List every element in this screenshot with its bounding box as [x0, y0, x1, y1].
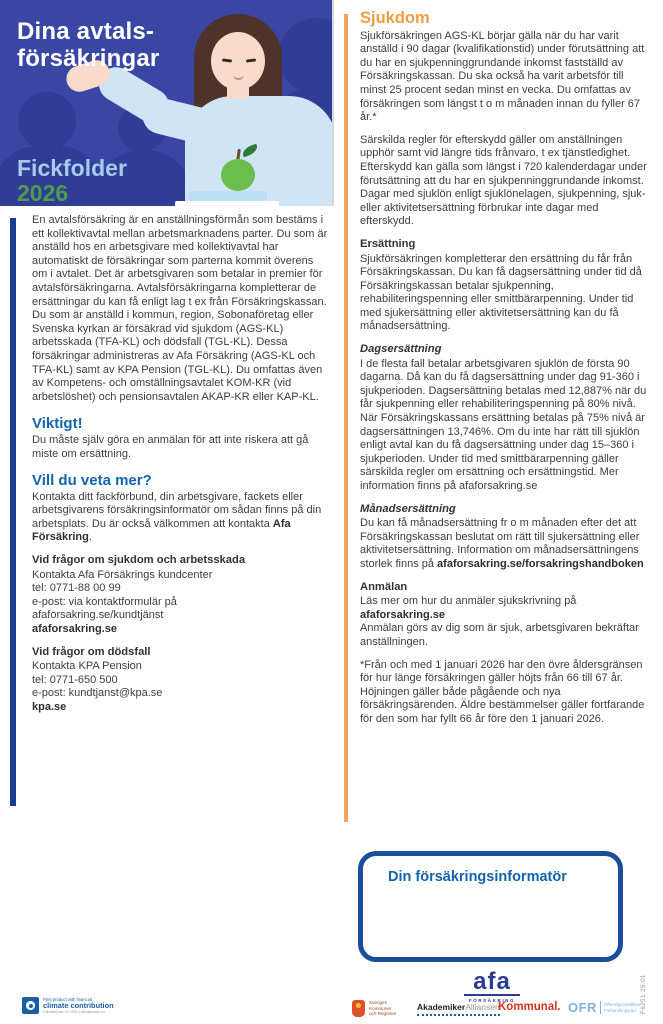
- contact-line: Kontakta KPA Pension: [32, 660, 142, 673]
- viktigt-paragraph: Du måste själv göra en anmälan för att inte riskera att gå miste om ersättning.: [32, 433, 309, 460]
- informer-box-title: Din försäkringsinformatör: [388, 869, 567, 885]
- page-title-line2: försäkringar: [17, 45, 160, 72]
- more-paragraph: [32, 491, 328, 545]
- link-afaforsakring[interactable]: afaforsakring.se: [360, 608, 445, 621]
- phone-number: tel: 0771-650 500: [32, 673, 118, 686]
- climate-line-1: Print product with financial: [43, 997, 92, 1002]
- sjukdom-paragraph-2: Särskilda regler för efterskydd gäller om anställningen upphör samt vid längre tids frånvaro, t ex tjänstledighet. Efterskydd kan gälla som längst i 720 kalenderdagar under förutsättning att du har en sjukpenninggrundande inkomst. Dagar med sjuklön enligt sjuklönelagen, sjukpenning, sjuk- eller aktivitetsersättning förbrukar inte dagar med efterskydd.: [360, 133, 647, 228]
- manadsersattning-text: Du kan få månadsersättning fr o m månaden efter det att Försäkringskassan beslutat om rätt till sjukersättning eller aktivitetsersättning. Information om månadsersättningens storlek finns på: [360, 517, 640, 570]
- anmalan-text-2: Anmälan görs av dig som är sjuk, arbetsgivaren bekräftar anställningen.: [360, 622, 639, 648]
- heading-contact-sickness: Vid frågor om sjukdom och arbetsskada: [32, 554, 246, 567]
- kommunal-logo: Kommunal.: [498, 1001, 561, 1013]
- akademikeralliansen-logo: [417, 1003, 500, 1016]
- contact-sickness-block: [32, 569, 328, 637]
- dagsersattning-paragraph: I de flesta fall betalar arbetsgivaren sjuklön de första 90 dagarna. Då kan du få dagsersättning under dag 91-360 i sjukperioden. Dagsersättning betalas med 12,887% när du får sjukpenning eller rehabiliteringspenning på 80% nivå. När Försäkringskassans ersättning betalas på 75% nivå är dagsersättningen 13,746%. Om du inte har rätt till sjuklön enligt avtal kan du få dagsersättning under dag 15–360 i sjukperioden. Under tid med smittbärarpenning gäller särskilda regler om ersättning och ersättningstid. Mer information finns på afaforsakring.se: [360, 357, 647, 492]
- right-column: [360, 9, 652, 736]
- alliansen-wordmark: Alliansen: [465, 1002, 500, 1012]
- climate-line-3: ClimateCalc CC-000 | climatecalc.eu: [43, 1010, 105, 1014]
- heading-sjukdom: Sjukdom: [360, 9, 430, 27]
- contact-line: e-post: via kontaktformulär på: [32, 595, 177, 608]
- ofr-logo: [568, 1000, 640, 1015]
- skr-line: Sveriges: [369, 1000, 387, 1006]
- skr-logo: [352, 1000, 396, 1017]
- year-label: 2026: [17, 180, 69, 206]
- woman-sweater: [185, 96, 334, 206]
- woman-face: [211, 32, 265, 90]
- link-afaforsakring[interactable]: afaforsakring.se: [32, 623, 117, 636]
- link-kpa[interactable]: kpa.se: [32, 701, 67, 713]
- sjukdom-paragraph-1: Sjukförsäkringen AGS-KL börjar gälla när du har varit anställd i 90 dagar (kvalifikationstid) under förutsättning att du har en sjukpenninggrundande inkomst fastställd av Försäkringskassan. Du ska också ha varit arbetsför till minst 25 procent sedan minst en vecka. Du omfattas av försäkringen som längst t o m månaden innan du fyller 67 år.*: [360, 29, 645, 124]
- ofr-divider: [600, 1001, 601, 1014]
- right-accent-rule: [344, 14, 348, 822]
- ofr-logo-text: [604, 1002, 640, 1013]
- ofr-abbr: OFR: [568, 1000, 597, 1015]
- skr-line: och Regioner: [369, 1011, 397, 1017]
- heading-viktigt: Viktigt!: [32, 415, 83, 433]
- skr-logo-text: [369, 1000, 396, 1016]
- crowd-silhouette-icon: [18, 92, 76, 150]
- heading-vill-du-veta-mer: Vill du veta mer?: [32, 472, 152, 490]
- anmalan-text-1: Läs mer om hur du anmäler sjukskrivning på: [360, 595, 577, 608]
- heading-dagsersattning: Dagsersättning: [360, 343, 442, 356]
- anmalan-paragraph: [360, 595, 652, 649]
- ofr-line: Offentliganställdas: [603, 1002, 640, 1008]
- phone-number: tel: 0771-88 00 99: [32, 582, 121, 595]
- manadsersattning-paragraph: [360, 517, 652, 571]
- contact-line: Kontakta Afa Försäkrings kundcenter: [32, 568, 213, 581]
- climatecalc-icon: [22, 997, 39, 1014]
- header-illustration: [0, 0, 334, 206]
- intro-paragraph: En avtalsförsäkring är en anställningsförmån som bestäms i ett kollektivavtal mellan arbetsmarknadens parter. Du som är anställd hos en arbetsgivare med kollektivavtal har automatiskt de försäkringar som parterna kommit överens om i avtalet. Det är arbetsgivaren som betalar in premier för avtalsförsäkringarna. Avtalsförsäkringarna kompletterar de ersättningar du kan få enligt lag t ex från Försäkringskassan. Du som är anställd i kommun, region, Sobonaföretag eller Svenska kyrkan är försäkrad vid sjukdom (AGS-KL) arbetsskada (TFA-KL) och dödsfall (TGL-KL). Dessa försäkringar administreras av Afa Försäkring (AGS-KL och TFA-KL) samt av KPA Pension (TGL-KL). Du omfattas även av Kompetens- och omställningsavtalet KOM-KR (vid arbetslöshet) och pensionsavtalen AKAP-KR eller KAP-KL.: [32, 214, 328, 403]
- age-limit-footnote: *Från och med 1 januari 2026 har den övre åldersgränsen för hur länge försäkringen gäller höjts från 66 till 67 år. Höjningen gäller både pågående och nya försäkringsärenden. Äldre bestämmelser gäller fortfarande för den som har fyllt 66 år före den 1 januari 2026.: [360, 658, 645, 725]
- brand-label: Fickfolder: [17, 155, 127, 181]
- book-stack: [189, 191, 267, 201]
- page-title-line1: Dina avtals-: [17, 18, 155, 45]
- page-title: [17, 18, 159, 72]
- left-column: [32, 214, 328, 724]
- afa-wordmark: afa: [464, 971, 520, 996]
- heading-anmalan: Anmälan: [360, 580, 408, 593]
- ersattning-paragraph: Sjukförsäkringen kompletterar den ersättning du får från Försäkringskassan. Du kan få dagsersättning under tid då Försäkringskassan betalar sjukpenning, rehabiliteringspenning eller smittbärarpenning. Under tid med sjukersättning eller aktivitetsersättning kan du få månadsersättning.: [360, 252, 642, 333]
- akademiker-dotted-rule: [417, 1014, 500, 1016]
- heading-contact-death: Vid frågor om dödsfall: [32, 645, 151, 658]
- skr-emblem-icon: [352, 1000, 365, 1017]
- climate-contribution-logo: [22, 997, 114, 1015]
- heading-manadsersattning: Månadsersättning: [360, 502, 456, 515]
- climate-line-2: climate contribution: [43, 1001, 114, 1010]
- ofr-line: Förhandlingsråd: [603, 1007, 636, 1013]
- email-line[interactable]: e-post: kundtjanst@kpa.se: [32, 687, 163, 700]
- heading-ersattning: Ersättning: [360, 237, 416, 250]
- skr-line: Kommuner: [369, 1005, 392, 1011]
- afa-forsakring-logo: [464, 968, 520, 1003]
- crowd-silhouette-icon: [278, 18, 334, 94]
- link-forsakringshandboken[interactable]: afaforsakring.se/forsakringshandboken: [437, 557, 644, 570]
- akademiker-wordmark: Akademiker: [417, 1002, 466, 1012]
- informer-box: [358, 851, 623, 962]
- print-code: F6251 25.01: [640, 974, 647, 1014]
- link-afaforsakring-kundtjanst[interactable]: afaforsakring.se/kundtjänst: [32, 609, 164, 622]
- more-paragraph-period: .: [88, 531, 92, 544]
- apple-icon: [221, 159, 255, 191]
- afa-subtitle: FÖRSÄKRING: [468, 998, 516, 1003]
- book-stack: [175, 201, 279, 206]
- left-accent-rule: [10, 218, 16, 806]
- more-paragraph-text: Kontakta ditt fackförbund, din arbetsgivare, fackets eller arbetsgivarens försäkringsinformatör om sådan finns på din arbetsplats. Du är också välkommen att kontakta: [32, 490, 322, 530]
- contact-death-block: [32, 660, 328, 714]
- climate-logo-text: [43, 997, 114, 1015]
- afa-forsakring-bold: Afa Försäkring: [32, 517, 291, 544]
